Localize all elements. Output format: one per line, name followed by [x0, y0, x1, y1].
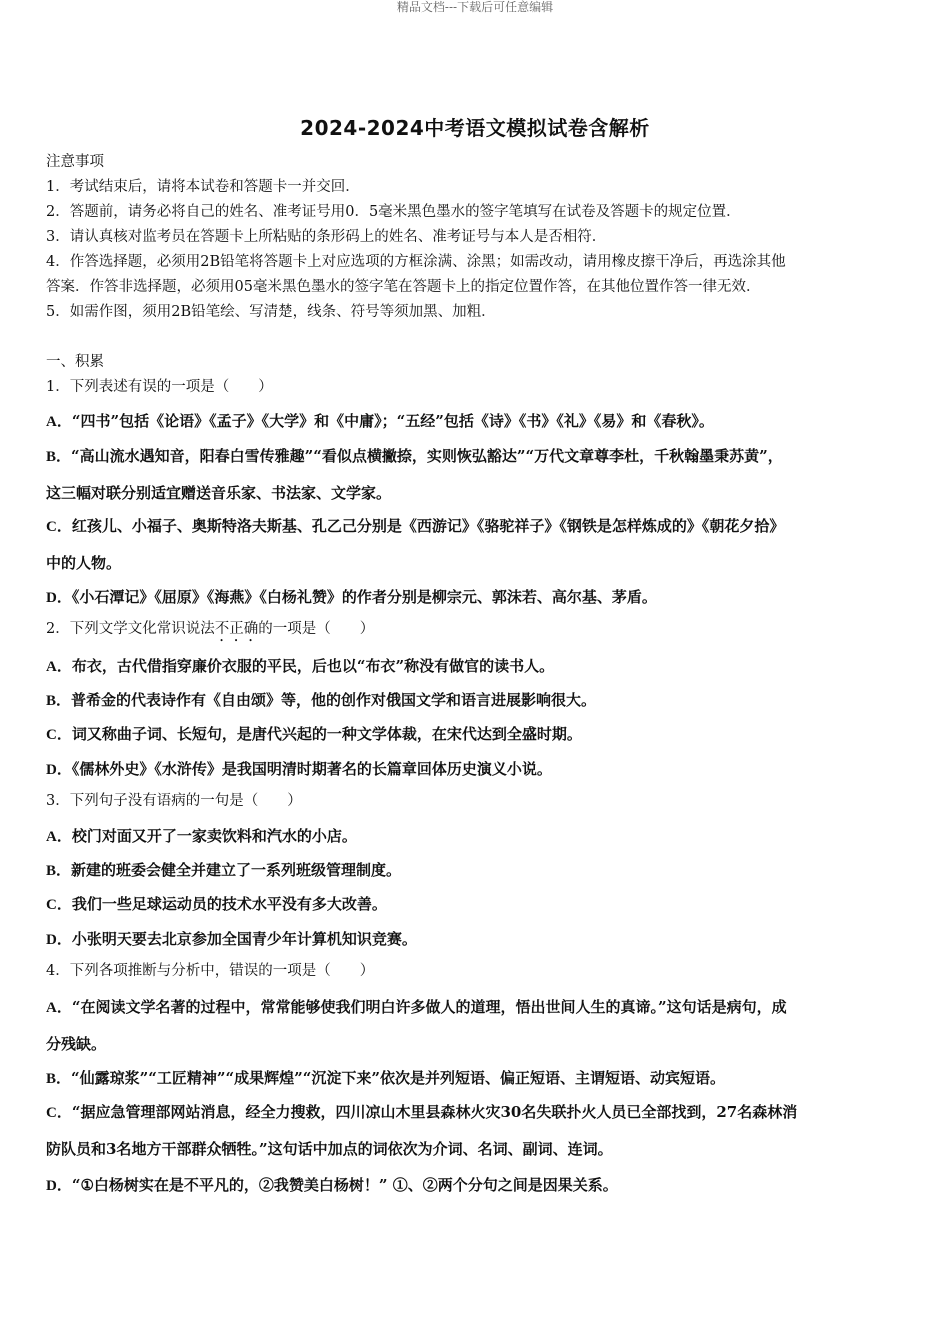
- question-4-option-b: B．“仙露琼浆”“工匠精神”“成果辉煌”“沉淀下来”依次是并列短语、偏正短语、主谓短语、动宾短语。: [46, 1069, 726, 1087]
- notice-list: [46, 175, 906, 325]
- question-2-option-d: D．《儒林外史》《水浒传》是我国明清时期著名的长篇章回体历史演义小说。: [46, 760, 552, 778]
- question-4-option-c: C．“据应急管理部网站消息，经全力搜救，四川凉山木里县森林火灾30名失联扑火人员已全部找到，27名森林消: [46, 1103, 798, 1121]
- notice-item: 3．请认真核对监考员在答题卡上所粘贴的条形码上的姓名、准考证号与本人是否相符．: [46, 229, 607, 245]
- question-2-option-c: C．词又称曲子词、长短句，是唐代兴起的一种文学体裁，在宋代达到全盛时期。: [46, 725, 582, 743]
- section-heading: 一、积累: [46, 354, 104, 370]
- document-title: 2024-2024中考语文模拟试卷含解析: [300, 116, 650, 140]
- question-4-option-a-cont: 分残缺。: [46, 1035, 107, 1053]
- question-4-option-d: D．“①白杨树实在是不平凡的，②我赞美白杨树！” ①、②两个分句之间是因果关系。: [46, 1176, 618, 1194]
- question-3-option-d: D．小张明天要去北京参加全国青少年计算机知识竞赛。: [46, 930, 417, 948]
- notice-item: 5．如需作图，须用2B铅笔绘、写清楚，线条、符号等须加黑、加粗．: [46, 304, 496, 320]
- question-1-option-c: C．红孩儿、小福子、奥斯特洛夫斯基、孔乙己分别是《西游记》《骆驼祥子》《钢铁是怎样炼成的》《朝花夕拾》: [46, 517, 785, 535]
- question-4-option-c-cont: 防队员和3名地方干部群众牺牲。”这句话中加点的词依次为介词、名词、副词、连词。: [46, 1140, 613, 1158]
- question-3-option-b: B．新建的班委会健全并建立了一系列班级管理制度。: [46, 861, 402, 879]
- question-1-option-b: B．“高山流水遇知音，阳春白雪传雅趣”“看似点横撇捺，实则恢弘豁达”“万代文章尊李杜，千秋翰墨秉苏黄”，: [46, 447, 783, 465]
- question-1-option-c-cont: 中的人物。: [46, 554, 122, 572]
- question-2-option-b: B．普希金的代表诗作有《自由颂》等，他的创作对俄国文学和语言进展影响很大。: [46, 691, 597, 709]
- question-3-stem: 3．下列句子没有语病的一句是（ ）: [46, 793, 302, 809]
- question-1-option-b-cont: 这三幅对联分别适宜赠送音乐家、书法家、文学家。: [46, 484, 392, 502]
- notice-item: 2．答题前，请务必将自己的姓名、准考证号用0．5毫米黑色墨水的签字笔填写在试卷及答题卡的规定位置．: [46, 204, 741, 220]
- question-1-option-a: A．“四书”包括《论语》《孟子》《大学》和《中庸》；“五经”包括《诗》《书》《礼》《易》和《春秋》。: [46, 412, 714, 430]
- question-4-stem: 4．下列各项推断与分析中，错误的一项是（ ）: [46, 963, 375, 979]
- question-2-stem: 2．下列文学文化常识说法不正确的一项是（ ）: [46, 621, 375, 637]
- notice-heading: 注意事项: [46, 154, 104, 170]
- question-1-stem: 1．下列表述有误的一项是（ ）: [46, 379, 273, 395]
- notice-item: 1．考试结束后，请将本试卷和答题卡一并交回．: [46, 179, 360, 195]
- question-1-option-d: D．《小石潭记》《屈原》《海燕》《白杨礼赞》的作者分别是柳宗元、郭沫若、高尔基、茅盾。: [46, 588, 657, 606]
- question-3-option-c: C．我们一些足球运动员的技术水平没有多大改善。: [46, 895, 387, 913]
- page-header-watermark: 精品文档---下载后可任意编辑: [396, 0, 554, 14]
- notice-item: 4．作答选择题，必须用2B铅笔将答题卡上对应选项的方框涂满、涂黑；如需改动，请用橡皮擦干净后，再选涂其他: [46, 254, 786, 270]
- notice-item: 答案．作答非选择题，必须用05毫米黑色墨水的签字笔在答题卡上的指定位置作答，在其他位置作答一律无效．: [46, 279, 761, 295]
- question-4-option-a: A．“在阅读文学名著的过程中，常常能够使我们明白许多做人的道理，悟出世间人生的真谛。”这句话是病句，成: [46, 998, 787, 1016]
- question-2-option-a: A．布衣，古代借指穿廉价衣服的平民，后也以“布衣”称没有做官的读书人。: [46, 657, 555, 675]
- question-3-option-a: A．校门对面又开了一家卖饮料和汽水的小店。: [46, 827, 357, 845]
